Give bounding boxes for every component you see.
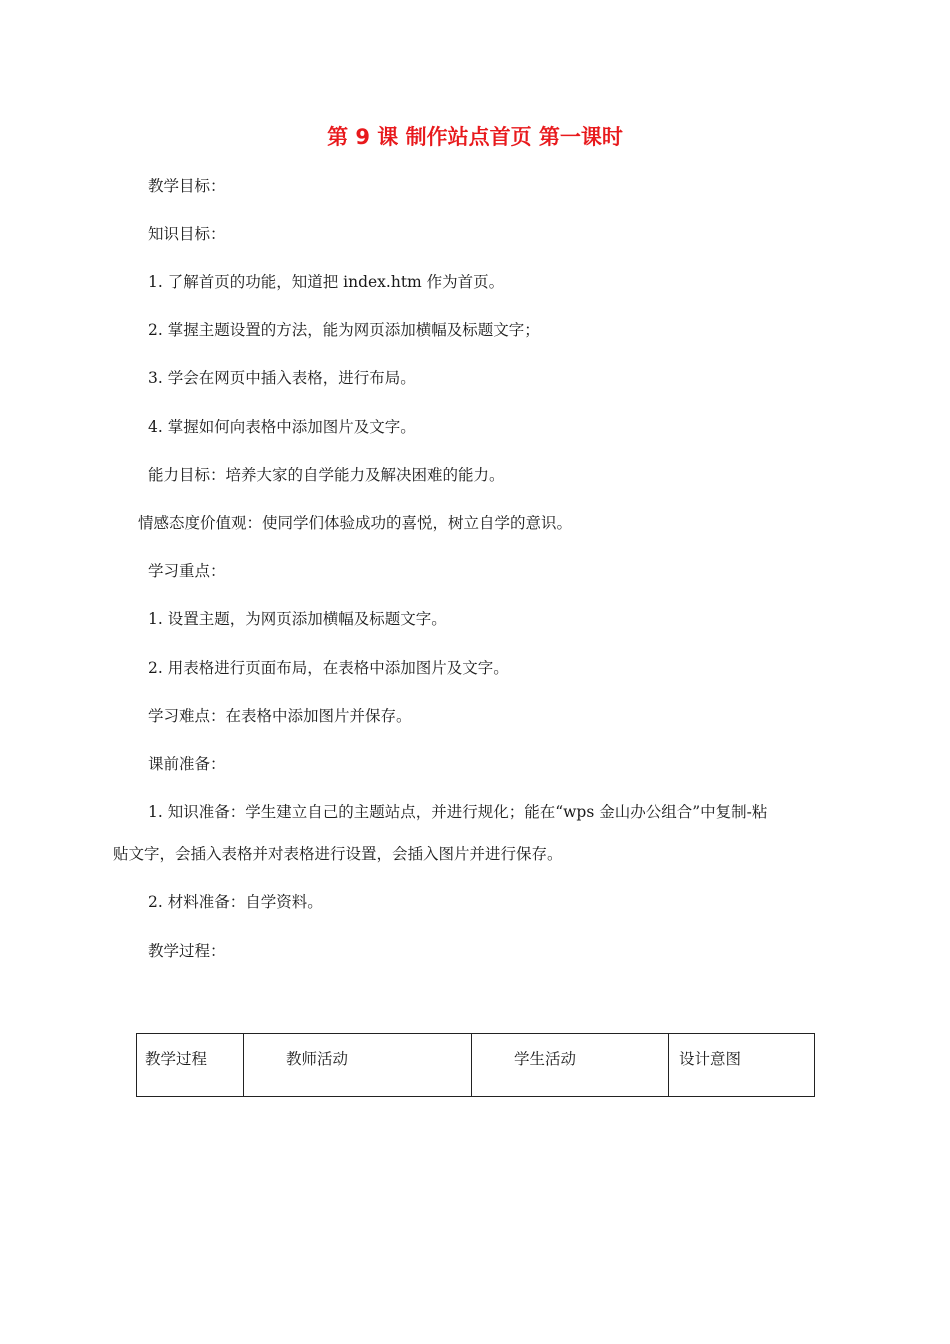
preparation-materials: 2. 材料准备：自学资料。 (148, 893, 323, 911)
preparation-knowledge: 1. 知识准备：学生建立自己的主题站点，并进行规化；能在“wps 金山办公组合”中复制-粘 (148, 803, 768, 821)
key-point-2: 2. 用表格进行页面布局，在表格中添加图片及文字。 (148, 659, 509, 677)
ability-objective: 能力目标：培养大家的自学能力及解决困难的能力。 (148, 466, 505, 484)
knowledge-item-1: 1. 了解首页的功能，知道把 index.htm 作为首页。 (148, 273, 505, 291)
knowledge-item-4: 4. 掌握如何向表格中添加图片及文字。 (148, 418, 416, 436)
difficulty: 学习难点：在表格中添加图片并保存。 (148, 707, 412, 725)
section-heading-preparation: 课前准备： (148, 755, 226, 773)
table-header-student: 学生活动 (472, 1034, 669, 1096)
table-header-design: 设计意图 (679, 1050, 742, 1068)
attitude-objective: 情感态度价值观：使同学们体验成功的喜悦，树立自学的意识。 (138, 514, 573, 532)
section-heading-key-points: 学习重点： (148, 562, 226, 580)
preparation-knowledge-continued: 贴文字，会插入表格并对表格进行设置，会插入图片并进行保存。 (113, 845, 563, 863)
knowledge-item-3: 3. 学会在网页中插入表格，进行布局。 (148, 369, 416, 387)
knowledge-item-2: 2. 掌握主题设置的方法，能为网页添加横幅及标题文字； (148, 321, 540, 339)
process-table (136, 1033, 815, 1097)
section-heading-objectives: 教学目标： (148, 177, 226, 195)
table-header-process: 教学过程 (137, 1034, 244, 1096)
section-heading-process: 教学过程： (148, 942, 226, 960)
table-header-teacher: 教师活动 (244, 1034, 472, 1096)
key-point-1: 1. 设置主题，为网页添加横幅及标题文字。 (148, 610, 447, 628)
subheading-knowledge: 知识目标： (148, 225, 226, 243)
document-title: 第 9 课 制作站点首页 第一课时 (327, 125, 623, 149)
